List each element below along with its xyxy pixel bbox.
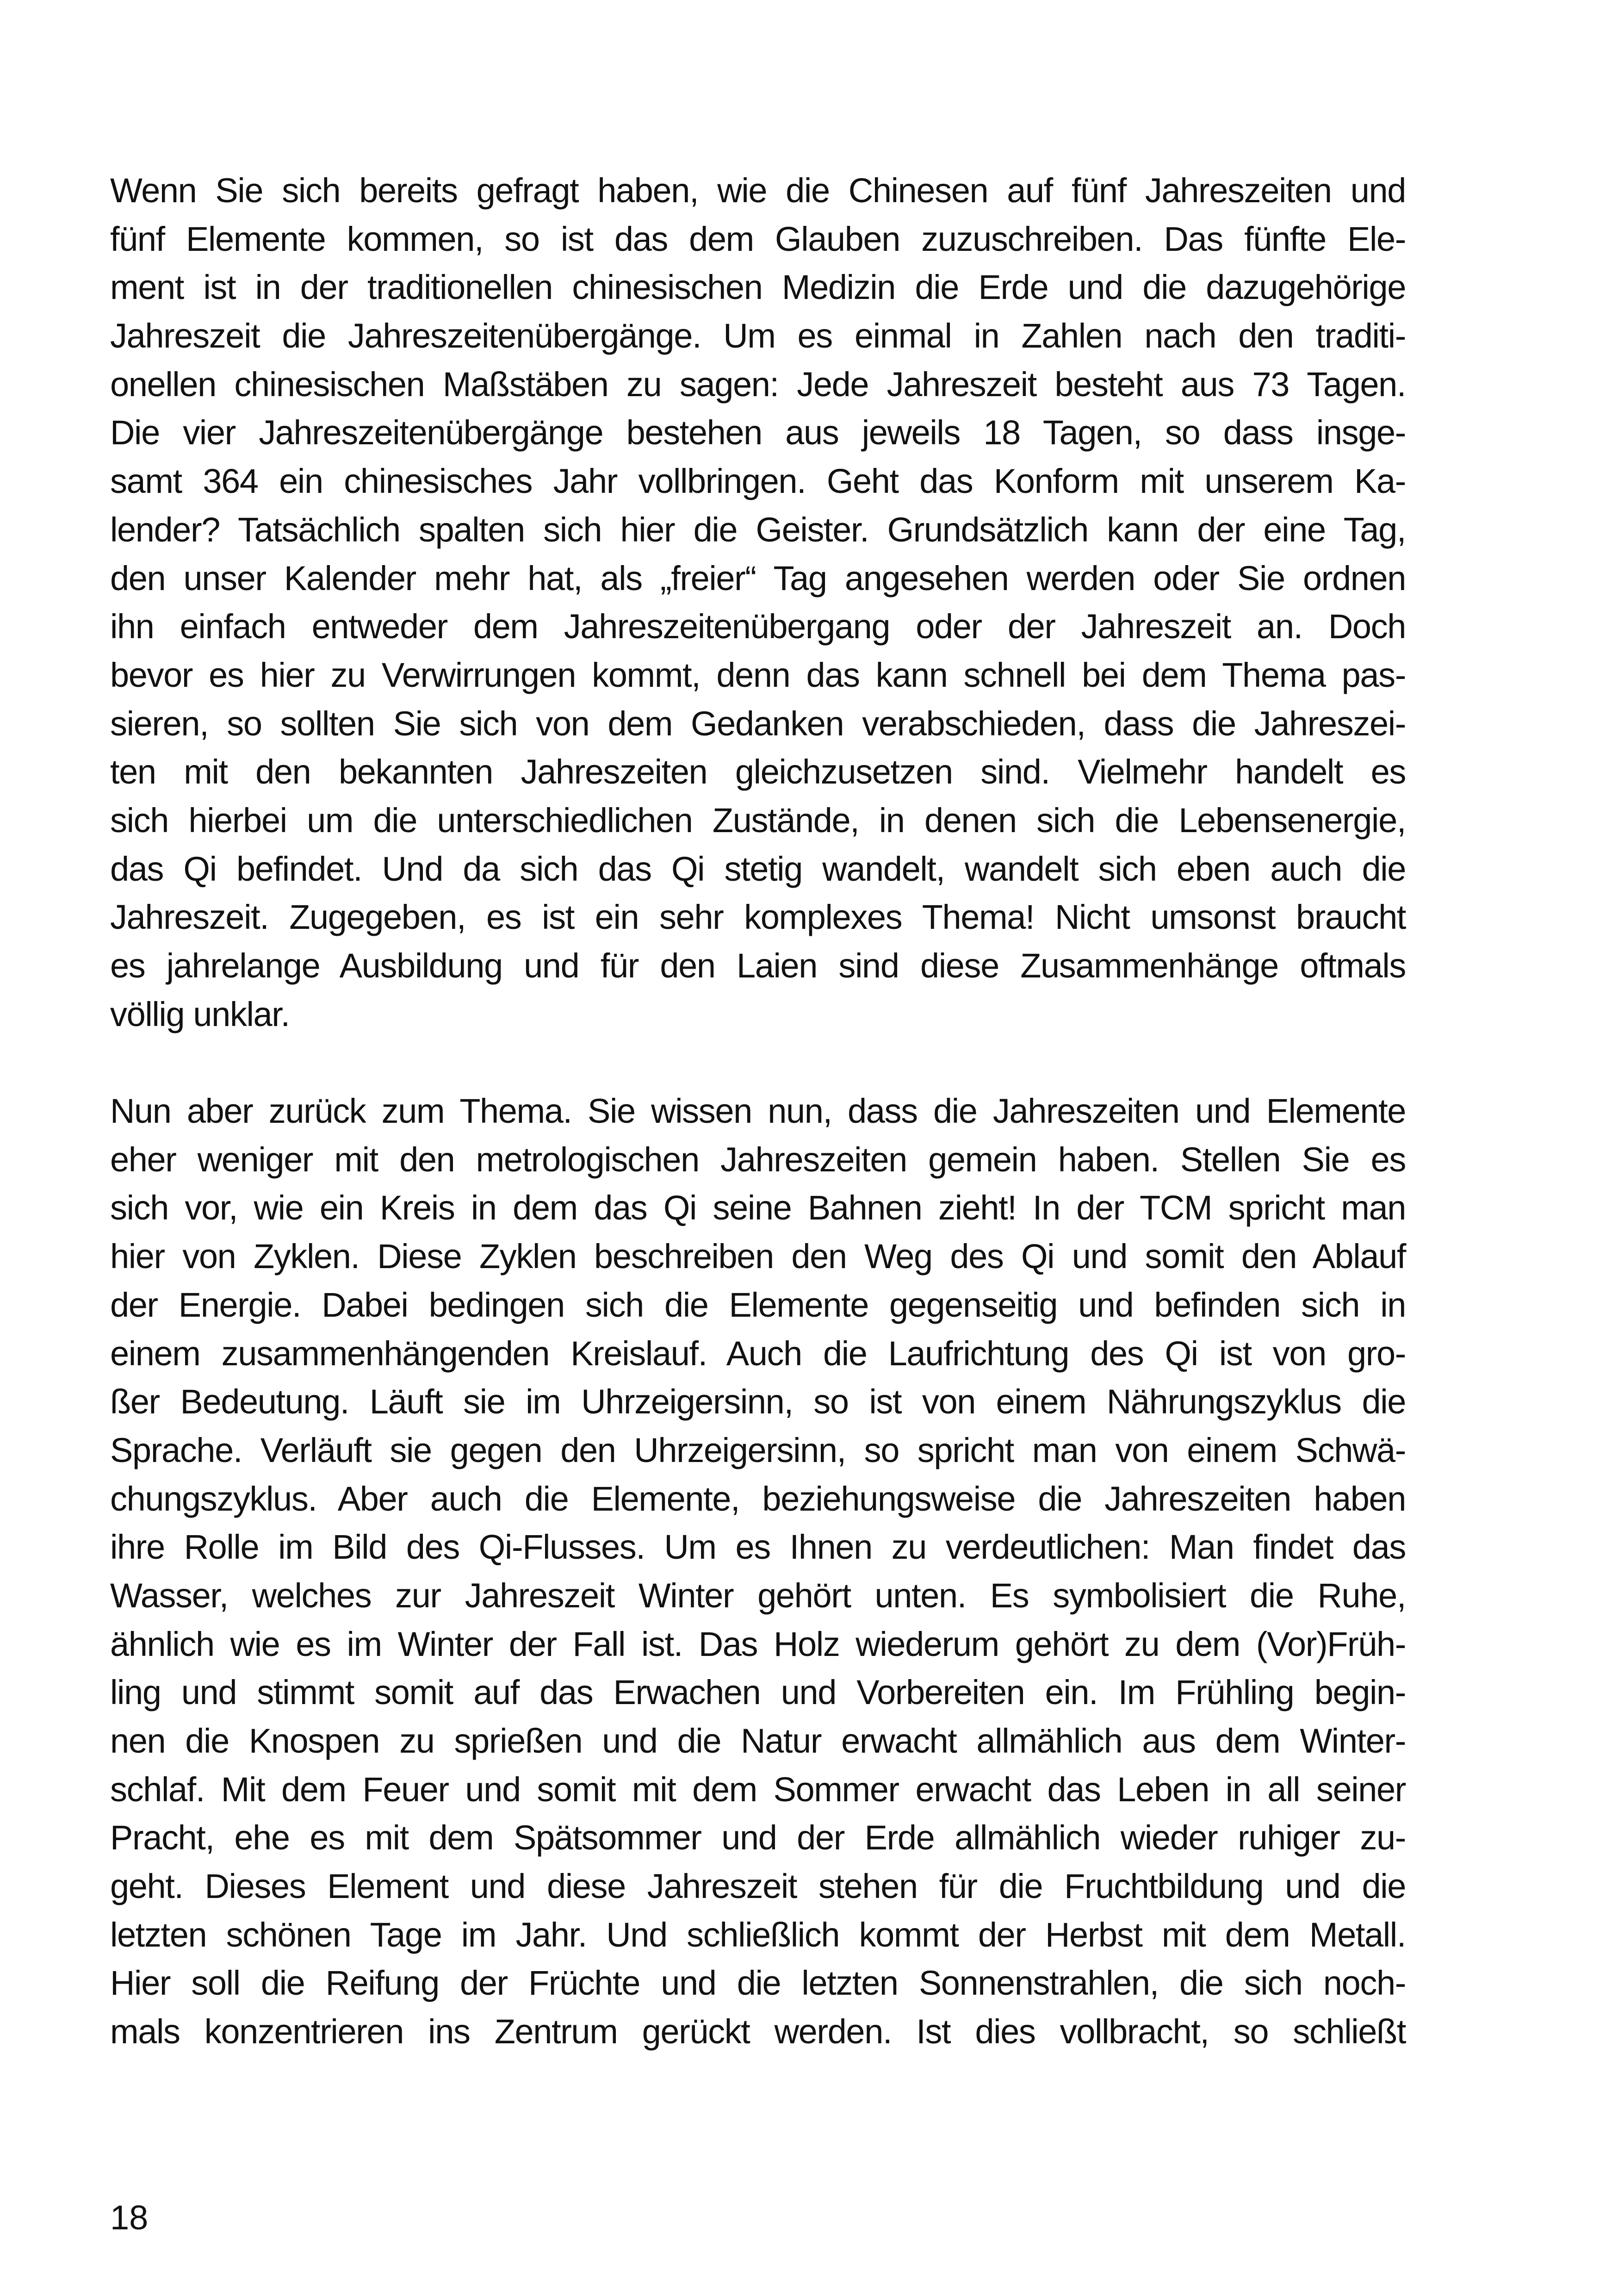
text-line: sich vor, wie ein Kreis in dem das Qi seine Bahnen zieht! In der TCM spricht man [110,1188,1406,1227]
text-line: ihre Rolle im Bild des Qi-Flusses. Um es Ihnen zu verdeutlichen: Man findet das [110,1528,1406,1567]
text-line: es jahrelange Ausbildung und für den Laien sind diese Zusammenhänge oftmals [110,946,1406,985]
text-line: hier von Zyklen. Diese Zyklen beschreiben den Weg des Qi und somit den Ablauf [110,1237,1406,1276]
text-line: samt 364 ein chinesisches Jahr vollbringen. Geht das Konform mit unserem Ka- [110,462,1406,501]
text-line: Nun aber zurück zum Thema. Sie wissen nun, dass die Jahreszeiten und Elemente [110,1092,1406,1131]
text-line: einem zusammenhängenden Kreislauf. Auch die Laufrichtung des Qi ist von gro- [110,1334,1406,1373]
text-line: sieren, so sollten Sie sich von dem Gedanken verabschieden, dass die Jahreszei- [110,704,1406,743]
text-line: ähnlich wie es im Winter der Fall ist. Das Holz wiederum gehört zu dem (Vor)Früh- [110,1624,1406,1663]
text-line: das Qi befindet. Und da sich das Qi stetig wandelt, wandelt sich eben auch die [110,849,1406,888]
text-line: lender? Tatsächlich spalten sich hier die Geister. Grundsätzlich kann der eine Tag, [110,510,1406,549]
body-text [110,167,1406,2105]
text-line: Die vier Jahreszeitenübergänge bestehen aus jeweils 18 Tagen, so dass insge- [110,413,1406,452]
text-line: der Energie. Dabei bedingen sich die Elemente gegenseitig und befinden sich in [110,1285,1406,1324]
text-line: Hier soll die Reifung der Früchte und die letzten Sonnenstrahlen, die sich noch- [110,1964,1406,2003]
text-line: bevor es hier zu Verwirrungen kommt, denn das kann schnell bei dem Thema pas- [110,655,1406,694]
text-line: Wasser, welches zur Jahreszeit Winter gehört unten. Es symbolisiert die Ruhe, [110,1576,1406,1615]
text-line: chungszyklus. Aber auch die Elemente, beziehungsweise die Jahreszeiten haben [110,1479,1406,1518]
text-line: eher weniger mit den metrologischen Jahreszeiten gemein haben. Stellen Sie es [110,1140,1406,1179]
page-number: 18 [110,2198,149,2237]
text-line: völlig unklar. [110,995,290,1033]
text-line: den unser Kalender mehr hat, als „freier“ Tag angesehen werden oder Sie ordnen [110,559,1406,597]
text-line: sich hierbei um die unterschiedlichen Zustände, in denen sich die Lebensenergie, [110,801,1406,840]
text-line: Jahreszeit. Zugegeben, es ist ein sehr komplexes Thema! Nicht umsonst braucht [110,898,1406,937]
text-line: ment ist in der traditionellen chinesischen Medizin die Erde und die dazugehörige [110,268,1406,307]
text-line: letzten schönen Tage im Jahr. Und schließlich kommt der Herbst mit dem Metall. [110,1915,1406,1954]
text-line: ling und stimmt somit auf das Erwachen und Vorbereiten ein. Im Frühling begin- [110,1673,1406,1712]
text-line: Sprache. Verläuft sie gegen den Uhrzeigersinn, so spricht man von einem Schwä- [110,1431,1406,1469]
text-line: nen die Knospen zu sprießen und die Natur erwacht allmählich aus dem Winter- [110,1722,1406,1760]
text-line: mals konzentrieren ins Zentrum gerückt werden. Ist dies vollbracht, so schließt [110,2012,1406,2051]
text-line: schlaf. Mit dem Feuer und somit mit dem Sommer erwacht das Leben in all seiner [110,1770,1406,1809]
text-line: ten mit den bekannten Jahreszeiten gleichzusetzen sind. Vielmehr handelt es [110,753,1406,791]
text-line: ihn einfach entweder dem Jahreszeitenübergang oder der Jahreszeit an. Doch [110,607,1406,646]
text-line: fünf Elemente kommen, so ist das dem Glauben zuzuschreiben. Das fünfte Ele- [110,219,1406,258]
paragraph-2 [110,1087,1406,2056]
text-line: Pracht, ehe es mit dem Spätsommer und der Erde allmählich wieder ruhiger zu- [110,1818,1406,1857]
text-line: onellen chinesischen Maßstäben zu sagen: Jede Jahreszeit besteht aus 73 Tagen. [110,365,1406,404]
text-line: geht. Dieses Element und diese Jahreszeit stehen für die Fruchtbildung und die [110,1867,1406,1906]
text-line: Wenn Sie sich bereits gefragt haben, wie die Chinesen auf fünf Jahreszeiten und [110,171,1406,210]
text-line: ßer Bedeutung. Läuft sie im Uhrzeigersinn, so ist von einem Nährungszyklus die [110,1382,1406,1421]
paragraph-1 [110,167,1406,1039]
text-line: Jahreszeit die Jahreszeitenübergänge. Um es einmal in Zahlen nach den traditi- [110,317,1406,355]
